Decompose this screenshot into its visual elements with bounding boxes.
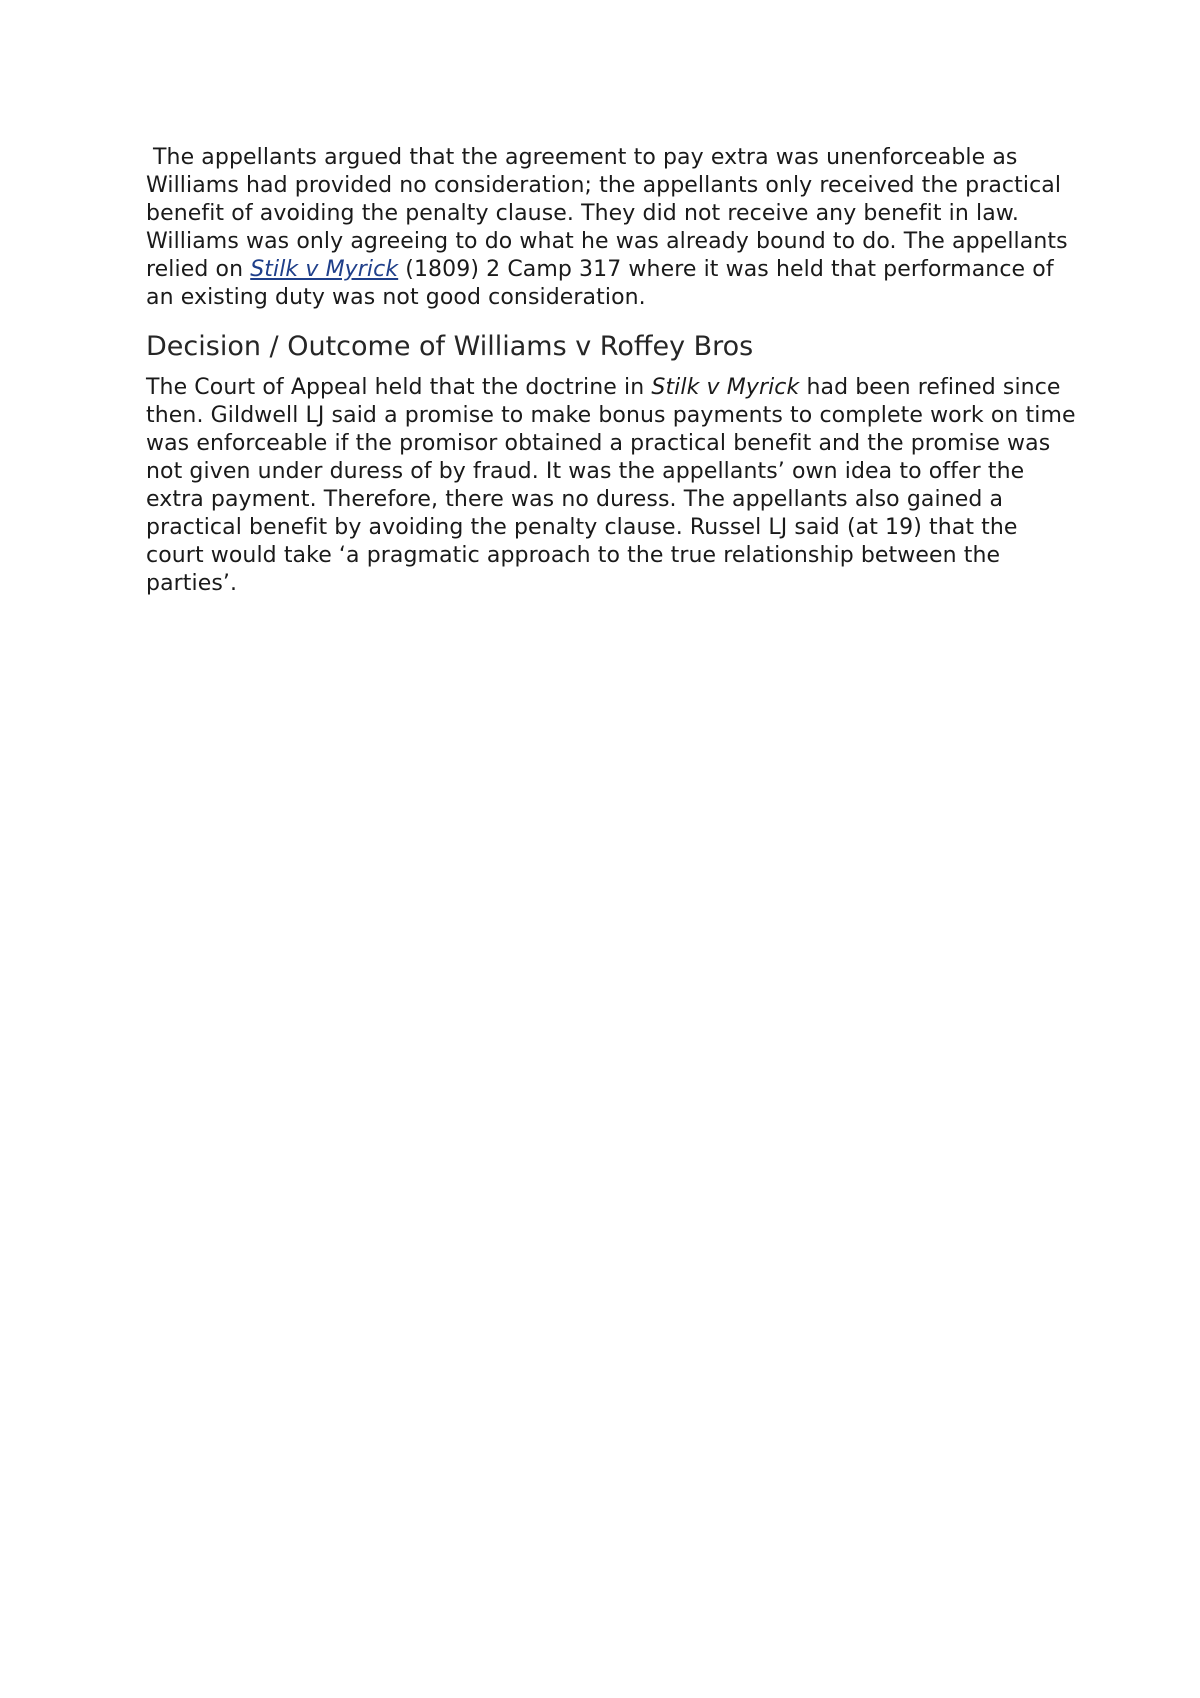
paragraph-court-decision (146, 374, 1076, 598)
section-heading-decision: Decision / Outcome of Williams v Roffey Bros (146, 331, 754, 362)
paragraph-text-before-case: The Court of Appeal held that the doctrine in (146, 375, 652, 400)
stilk-v-myrick-link[interactable]: Stilk v Myrick (250, 257, 399, 282)
paragraph-appellants-argument (146, 144, 1076, 312)
case-name-italic: Stilk v Myrick (651, 375, 800, 400)
paragraph-text-after-link: (1809) 2 Camp 317 where it was held that performance of an existing duty was not good consideration. (146, 257, 1054, 310)
document-page (146, 144, 1076, 598)
paragraph-text-after-case: had been refined since then. Gildwell LJ said a promise to make bonus payments to complete work on time was enforceable if the promisor obtained a practical benefit and the promise was not given under duress of by fraud. It was the appellants’ own idea to offer the extra payment. Therefore, there was no duress. The appellants also gained a practical benefit by avoiding the penalty clause. Russel LJ said (at 19) that the court would take ‘a pragmatic approach to the true relationship between the parties’. (146, 375, 1076, 596)
paragraph-text-before-link: The appellants argued that the agreement to pay extra was unenforceable as Williams had provided no consideration; the appellants only received the practical benefit of avoiding the penalty clause. They did not receive any benefit in law. Williams was only agreeing to do what he was already bound to do. The appellants relied on (146, 145, 1068, 282)
